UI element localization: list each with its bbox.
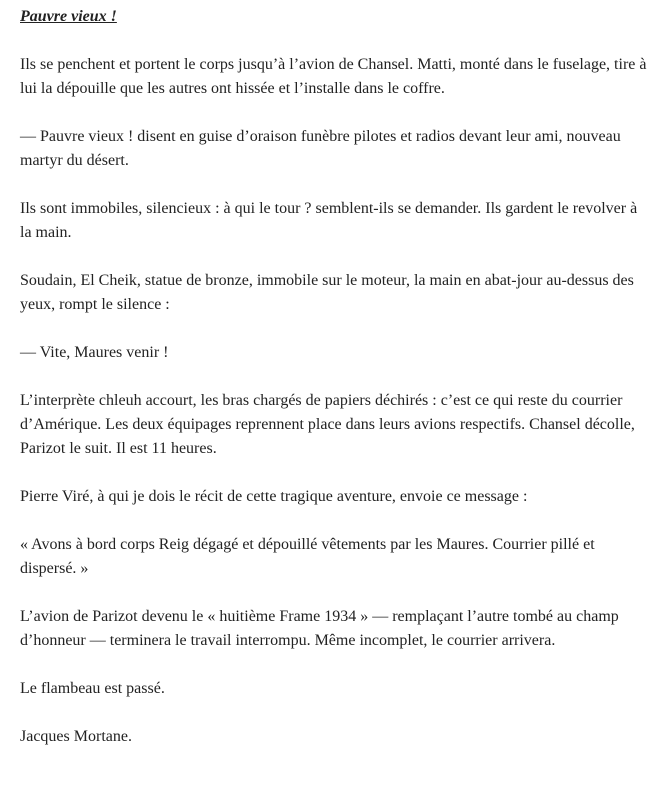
paragraph: Le flambeau est passé. [20, 680, 165, 697]
author-signature: Jacques Mortane. [20, 728, 132, 745]
paragraph: L’avion de Parizot devenu le « huitième Frame 1934 » — remplaçant l’autre tombé au champ d’honneur — terminera le travail interrompu. Même incomplet, le courrier arrivera. [20, 608, 619, 649]
paragraph: — Vite, Maures venir ! [20, 344, 169, 361]
paragraph: Ils se penchent et portent le corps jusqu’à l’avion de Chansel. Matti, monté dans le fuselage, tire à lui la dépouille que les autres ont hissée et l’installe dans le coffre. [20, 56, 647, 97]
paragraph: « Avons à bord corps Reig dégagé et dépouillé vêtements par les Maures. Courrier pillé et dispersé. » [20, 536, 595, 577]
paragraph: Soudain, El Cheik, statue de bronze, immobile sur le moteur, la main en abat-jour au-dessus des yeux, rompt le silence : [20, 272, 634, 313]
paragraph: Pierre Viré, à qui je dois le récit de cette tragique aventure, envoie ce message : [20, 488, 528, 505]
paragraph: Ils sont immobiles, silencieux : à qui le tour ? semblent-ils se demander. Ils gardent le revolver à la main. [20, 200, 638, 241]
section-heading: Pauvre vieux ! [20, 8, 117, 25]
paragraph: — Pauvre vieux ! disent en guise d’oraison funèbre pilotes et radios devant leur ami, nouveau martyr du désert. [20, 128, 621, 169]
paragraph: L’interprète chleuh accourt, les bras chargés de papiers déchirés : c’est ce qui reste du courrier d’Amérique. Les deux équipages reprennent place dans leurs avions respectifs. Chansel décolle, Parizot le suit. Il est 11 heures. [20, 392, 635, 457]
